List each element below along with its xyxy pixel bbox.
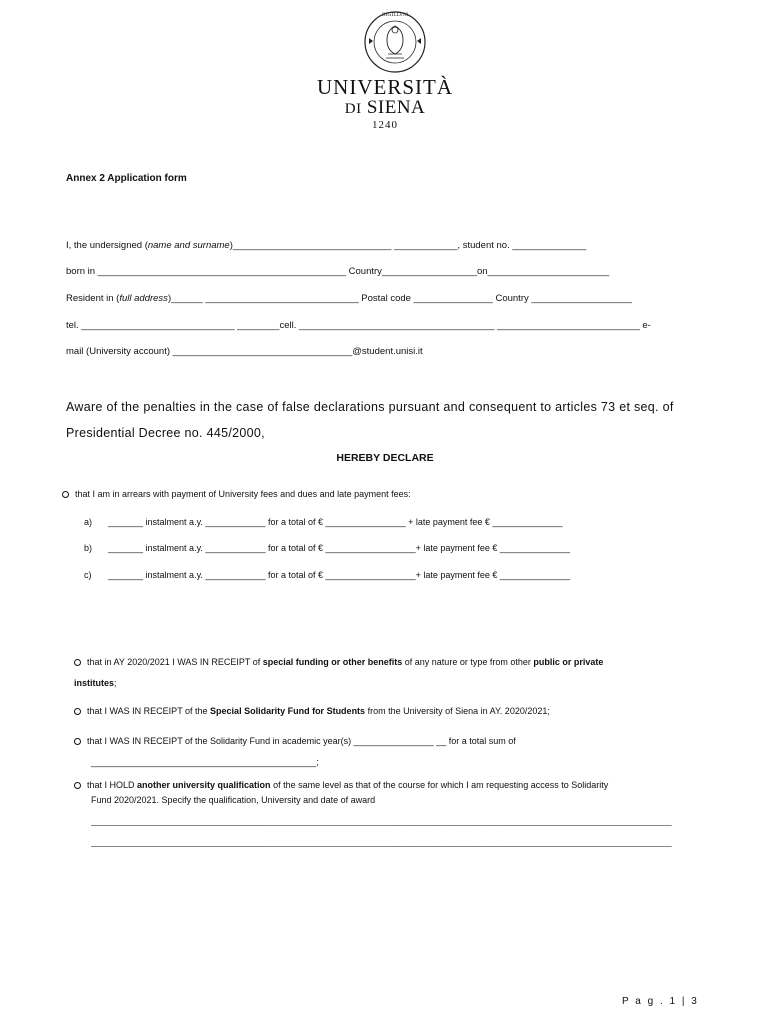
- university-name: UNIVERSITÀ: [317, 75, 453, 99]
- qualification-statement[interactable]: that I HOLD another university qualification of the same level as that of the course for which I am requesting access to Solidarity: [74, 780, 608, 790]
- arrears-row-text[interactable]: _______ instalment a.y. ____________ for a total of € __________________+ late payment fee € ______________: [108, 543, 570, 553]
- address-field-line[interactable]: Resident in (full address)______ _____________________________ Postal code _______________ Country ___________________: [66, 293, 632, 304]
- checkbox-circle-icon[interactable]: [74, 782, 81, 789]
- university-seal-logo: [355, 8, 435, 80]
- qualification-line-2[interactable]: ____________________________________________________________________________________________________________________: [91, 837, 672, 847]
- solidarity-sum-line[interactable]: _____________________________________________;: [91, 757, 319, 767]
- arrears-row-label: c): [84, 570, 92, 580]
- birth-field-line[interactable]: born in _______________________________________________ Country__________________on_______________________: [66, 266, 610, 277]
- name-field-line[interactable]: I, the undersigned (name and surname)______________________________ ____________, student no. ______________: [66, 240, 587, 251]
- checkbox-circle-icon[interactable]: [74, 659, 81, 666]
- solidarity-fund-statement[interactable]: that I WAS IN RECEIPT of the Special Solidarity Fund for Students from the University of Siena in AY. 2020/2021;: [74, 706, 550, 716]
- arrears-row-label: a): [84, 517, 93, 527]
- checkbox-circle-icon[interactable]: [62, 491, 69, 498]
- form-title: Annex 2 Application form: [66, 173, 187, 184]
- qualification-statement-cont: Fund 2020/2021. Specify the qualification, University and date of award: [91, 795, 376, 805]
- special-funding-statement-cont: institutes;: [74, 678, 117, 688]
- arrears-row-text[interactable]: _______ instalment a.y. ____________ for a total of € ________________ + late payment fee € ______________: [108, 517, 563, 527]
- aware-text-line-2: Presidential Decree no. 445/2000,: [66, 426, 265, 440]
- svg-text:SIGILLVM: SIGILLVM: [381, 12, 409, 18]
- solidarity-year-statement[interactable]: that I WAS IN RECEIPT of the Solidarity Fund in academic year(s) ________________ __ for a total sum of: [74, 736, 516, 746]
- checkbox-circle-icon[interactable]: [74, 738, 81, 745]
- special-funding-statement[interactable]: that in AY 2020/2021 I WAS IN RECEIPT of special funding or other benefits of any nature or type from other public or private: [74, 657, 603, 667]
- qualification-line-1[interactable]: ____________________________________________________________________________________________________________________: [91, 816, 672, 826]
- arrears-row-text[interactable]: _______ instalment a.y. ____________ for a total of € __________________+ late payment fee € ______________: [108, 570, 570, 580]
- declare-heading: HEREBY DECLARE: [336, 452, 434, 464]
- phone-field-line[interactable]: tel. _____________________________ ________cell. _____________________________________ ___________________________ e-: [66, 320, 651, 331]
- arrears-row-label: b): [84, 543, 93, 553]
- arrears-statement[interactable]: that I am in arrears with payment of University fees and dues and late payment fees:: [62, 489, 411, 499]
- aware-text-line-1: Aware of the penalties in the case of false declarations pursuant and consequent to articles 73 et seq. of: [66, 400, 674, 414]
- page-number: P a g . 1 | 3: [622, 996, 699, 1007]
- founding-year: 1240: [372, 119, 398, 131]
- university-city: DI SIENA: [344, 97, 426, 118]
- email-field-line[interactable]: mail (University account) __________________________________@student.unisi.it: [66, 346, 423, 357]
- checkbox-circle-icon[interactable]: [74, 708, 81, 715]
